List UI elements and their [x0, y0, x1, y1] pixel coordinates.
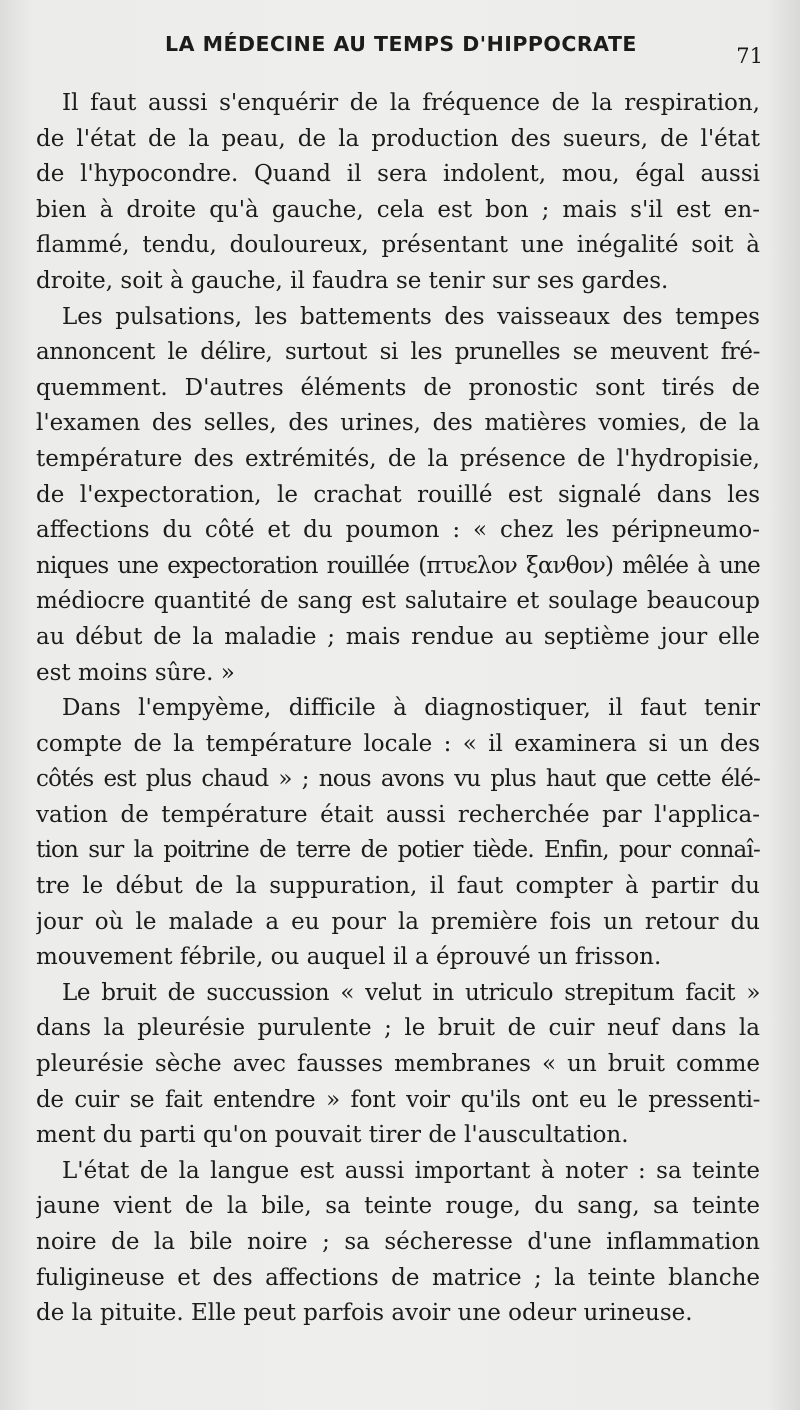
text-line: de la pituite. Elle peut parfois avoir une odeur urineuse. — [36, 1300, 693, 1327]
text-line: Dans l'empyème, difficile à diagnostiquer, il faut tenir — [62, 695, 760, 722]
text-line: noire de la bile noire ; sa sécheresse d'une inflammation — [36, 1229, 760, 1255]
text-line: vation de température était aussi recherchée par l'applica- — [36, 801, 760, 828]
text-line: tre le début de la suppuration, il faut compter à partir du — [36, 873, 760, 900]
text-line: affections du côté et du poumon : « chez les péripneumo- — [36, 517, 760, 544]
text-line: de l'état de la peau, de la production des sueurs, de l'état — [36, 125, 760, 152]
text-line: côtés est plus chaud » ; nous avons vu plus haut que cette élé- — [36, 766, 760, 793]
text-line: pleurésie sèche avec fausses membranes « un bruit comme — [36, 1051, 760, 1078]
text-line: mouvement fébrile, ou auquel il a éprouvé un frisson. — [36, 944, 662, 971]
text-line: de l'hypocondre. Quand il sera indolent, mou, égal aussi — [36, 161, 760, 188]
running-title: LA MÉDECINE AU TEMPS D'HIPPOCRATE — [165, 32, 637, 56]
text-line: Le bruit de succussion « velut in utriculo strepitum facit » — [62, 979, 760, 1006]
body-text — [36, 86, 760, 1332]
text-line: dans la pleurésie purulente ; le bruit de cuir neuf dans la — [36, 1015, 760, 1042]
text-line: fuligineuse et des affections de matrice ; la teinte blanche — [36, 1264, 760, 1291]
text-line: de cuir se fait entendre » font voir qu'ils ont eu le pressenti- — [36, 1086, 760, 1113]
text-line: de l'expectoration, le crachat rouillé est signalé dans les — [36, 481, 760, 508]
text-line: compte de la température locale : « il examinera si un des — [36, 730, 760, 757]
page-header — [0, 32, 800, 72]
text-line: niques une expectoration rouillée (πτυελον ξανθον) mêlée à une — [36, 552, 760, 579]
text-line: jour où le malade a eu pour la première fois un retour du — [36, 908, 760, 935]
text-line: quemment. D'autres éléments de pronostic sont tirés de — [36, 374, 760, 401]
text-line: température des extrémités, de la présence de l'hydropisie, — [36, 445, 760, 472]
text-line: droite, soit à gauche, il faudra se tenir sur ses gardes. — [36, 267, 669, 294]
text-line: l'examen des selles, des urines, des matières vomies, de la — [36, 410, 760, 437]
text-line: tion sur la poitrine de terre de potier tiède. Enfin, pour connaî- — [36, 837, 760, 864]
text-line: au début de la maladie ; mais rendue au septième jour elle — [36, 623, 760, 650]
text-line: Il faut aussi s'enquérir de la fréquence de la respiration, — [62, 90, 760, 116]
text-line: L'état de la langue est aussi important à noter : sa teinte — [62, 1157, 760, 1184]
text-line: annoncent le délire, surtout si les prunelles se meuvent fré- — [36, 339, 760, 366]
text-line: médiocre quantité de sang est salutaire et soulage beaucoup — [36, 588, 760, 615]
text-line: flammé, tendu, douloureux, présentant une inégalité soit à — [36, 232, 760, 259]
text-line: jaune vient de la bile, sa teinte rouge, du sang, sa teinte — [36, 1193, 760, 1220]
text-line: bien à droite qu'à gauche, cela est bon ; mais s'il est en- — [36, 196, 760, 223]
text-line: est moins sûre. » — [36, 659, 235, 686]
text-line: ment du parti qu'on pouvait tirer de l'auscultation. — [36, 1122, 629, 1149]
text-line: Les pulsations, les battements des vaisseaux des tempes — [62, 303, 760, 330]
page-number: 71 — [736, 44, 763, 68]
